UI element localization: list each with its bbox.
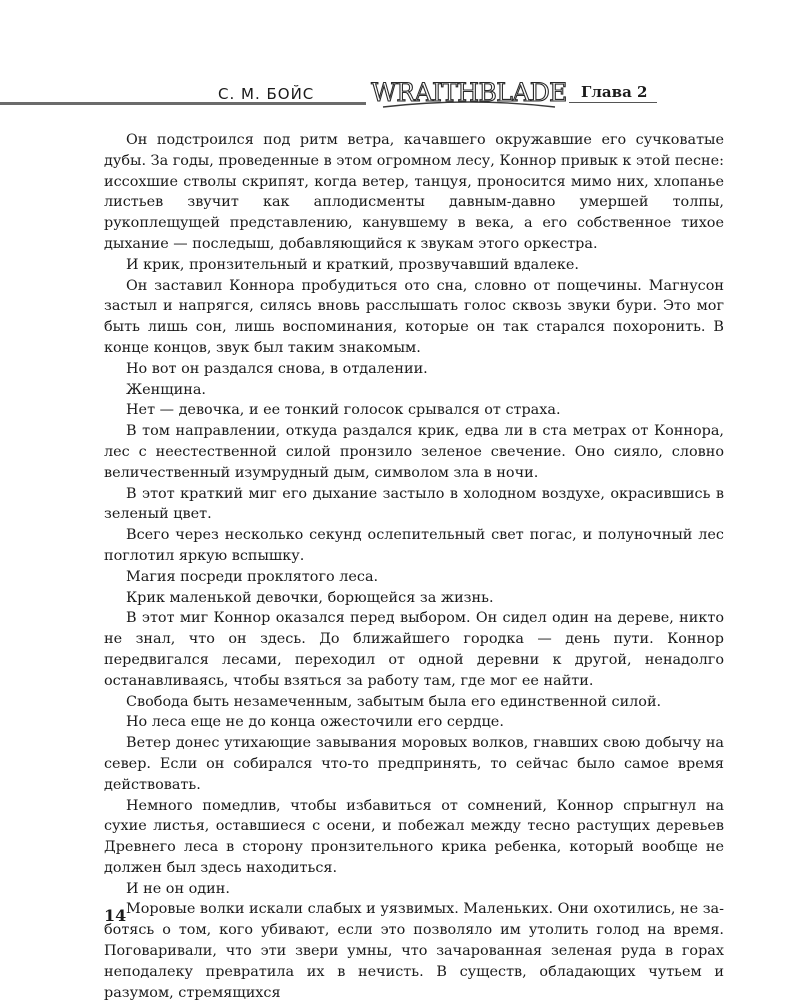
logo-text: WRAITHBLADE — [371, 78, 567, 107]
paragraph: Немного помедлив, чтобы избавиться от сомнений, Коннор спрыгнул на сухие листья, оставшиеся с осени, и побежал между тесно растущих деревьев Древнего леса в сторону пронзительного крика ребенка, который вообще не должен был здесь находиться. — [104, 797, 724, 876]
paragraph: В том направлении, откуда раздался крик, едва ли в ста метрах от Коннора, лес с неестественной силой пронзило зеленое свечение. Оно сияло, словно величественный изумрудный дым, символом зла в ночи. — [104, 423, 724, 481]
paragraph: Женщина. — [126, 381, 206, 398]
paragraph: Ветер донес утихающие завывания моровых волков, гнавших свою добычу на север. Если он собирался что-то предпринять, то сейчас было самое время действовать. — [104, 735, 724, 793]
paragraph: Крик маленькой девочки, борющейся за жизнь. — [126, 589, 494, 606]
paragraph: Всего через несколько секунд ослепительный свет погас, и полуночный лес поглотил яркую вспышку. — [104, 527, 724, 564]
chapter-label: Глава 2 — [581, 83, 648, 101]
header-rule-right — [569, 102, 657, 103]
paragraph: Нет — девочка, и ее тонкий голосок срывался от страха. — [126, 402, 561, 419]
paragraph: Моровые волки искали слабых и уязвимых. Маленьких. Они охотились, не заботясь о том, кого убивают, если это позволяло им утолить голод на время. Поговаривали, что эти звери умны, что зачарованная зеленая руда в горах неподалеку превратила их в нечисть. В существ, обладающих чутьем и разумом, стремящихся — [104, 901, 724, 1001]
page-number: 14 — [104, 906, 127, 925]
paragraph: В этот краткий миг его дыхание застыло в холодном воздухе, окрасившись в зеленый цвет. — [104, 485, 724, 523]
paragraph: Но леса еще не до конца ожесточили его сердце. — [126, 714, 504, 731]
running-header — [0, 74, 800, 114]
author-name: С. М. БОЙС — [218, 85, 315, 103]
paragraph: В этот миг Коннор оказался перед выбором. Он сидел один на дереве, никто не знал, что он здесь. До ближайшего городка — день пути. Коннор передвигался лесами, переходил от одной деревни к другой, ненадолго останавливаясь, чтобы взяться за работу там, где мог ее найти. — [104, 610, 724, 689]
paragraph: Он заставил Коннора пробудиться ото сна, словно от пощечины. Магнусон застыл и напрягся, силясь вновь расслышать голос сквозь звуки бури. Это мог быть лишь сон, лишь воспоминания, которые он так старался похоронить. В конце концов, звук был таким знакомым. — [104, 277, 724, 356]
paragraph: Но вот он раздался снова, в отдалении. — [126, 360, 428, 377]
body-text — [104, 130, 724, 1003]
wraithblade-logo — [371, 77, 567, 111]
paragraph: Магия посреди проклятого леса. — [126, 568, 379, 585]
paragraph: Свобода быть незамеченным, забытым была его единственной силой. — [126, 693, 662, 710]
paragraph: И крик, пронзительный и краткий, прозвучавший вдалеке. — [126, 256, 579, 273]
paragraph: Он подстроился под ритм ветра, качавшего окружавшие его сучковатые дубы. За годы, проведенные в этом огромном лесу, Коннор привык к этой песне: иссохшие стволы скрипят, когда ветер, танцуя, проносится мимо них, хлопанье листьев звучит как аплодисменты давным-давно умершей толпы, рукоплещущей представлению, канувшему в века, а его собственное тихое дыхание — последыш, добавляющийся к звукам этого оркестра. — [104, 132, 724, 252]
paragraph: И не он один. — [126, 880, 230, 897]
